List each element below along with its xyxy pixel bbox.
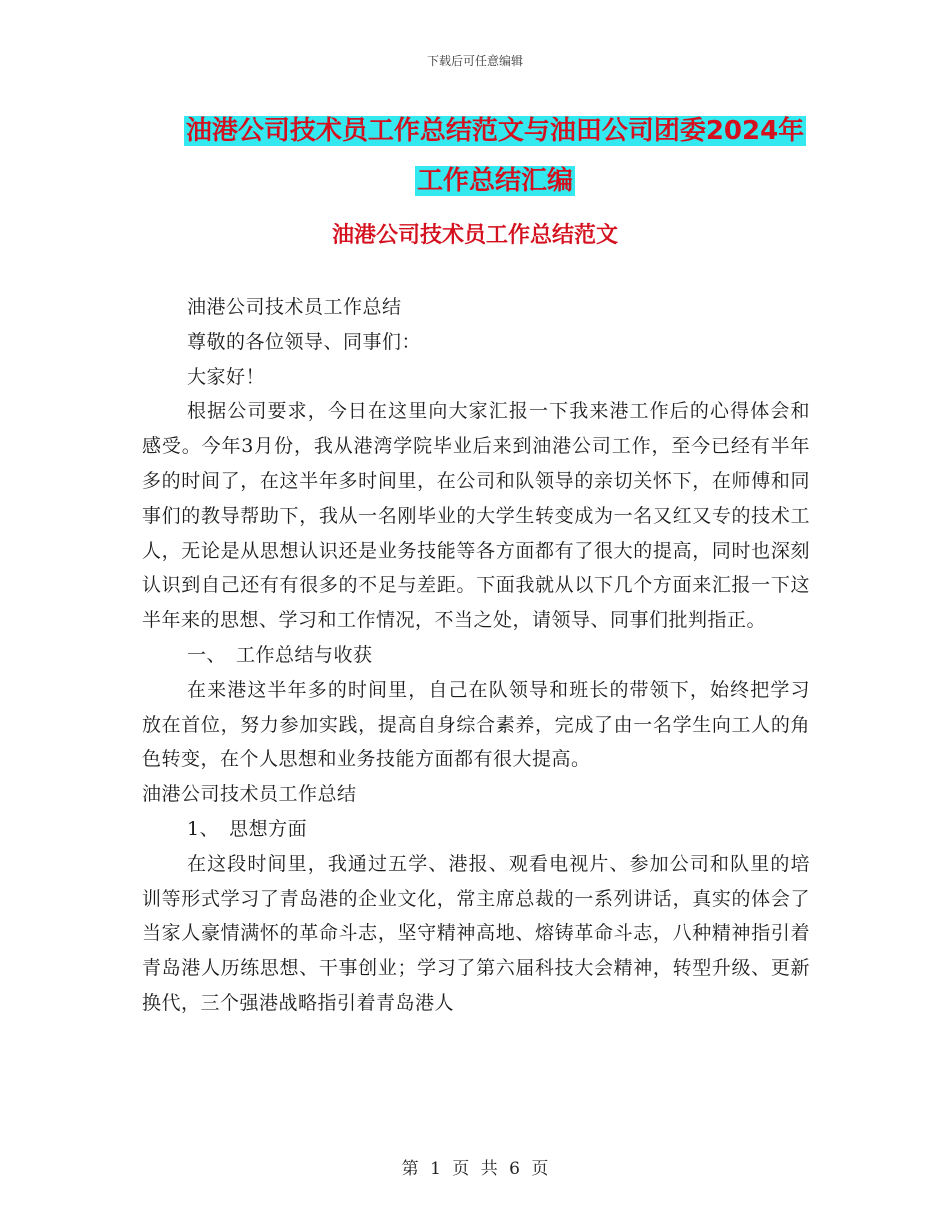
paragraph: 根据公司要求，今日在这里向大家汇报一下我来港工作后的心得体会和感受。今年3月份，我从港湾学院毕业后来到油港公司工作，至今已经有半年多的时间了，在这半年多时间里，在公司和队领导的亲切关怀下，在师傅和同事们的教导帮助下，我从一名刚毕业的大学生转变成为一名又红又专的技术工人，无论是从思想认识还是业务技能等各方面都有了很大的提高，同时也深刻认识到自己还有有很多的不足与差距。下面我就从以下几个方面来汇报一下这半年来的思想、学习和工作情况，不当之处，请领导、同事们批判指正。 — [142, 400, 810, 632]
section-title: 油港公司技术员工作总结范文 — [331, 223, 618, 248]
paragraph: 油港公司技术员工作总结 — [187, 296, 402, 318]
paragraph: 大家好！ — [187, 365, 266, 388]
document-title-line-1: 油港公司技术员工作总结范文与油田公司团委2024年 — [185, 116, 805, 146]
paragraph: 在来港这半年多的时间里，自己在队领导和班长的带领下，始终把学习放在首位，努力参加实践，提高自身综合素养，完成了由一名学生向工人的角色转变，在个人思想和业务技能方面都有很大提高。 — [142, 678, 810, 771]
paragraph: 油港公司技术员工作总结 — [142, 783, 357, 806]
paragraph: 一、 工作总结与收获 — [187, 643, 373, 666]
paragraph: 尊敬的各位领导、同事们： — [187, 330, 422, 353]
document-body — [142, 290, 810, 1021]
document-title-line-2: 工作总结汇编 — [416, 166, 573, 196]
document-title — [140, 106, 850, 206]
paragraph: 在这段时间里，我通过五学、港报、观看电视片、参加公司和队里的培训等形式学习了青岛港的企业文化，常主席总裁的一系列讲话，真实的体会了当家人豪情满怀的革命斗志，坚守精神高地、熔铸革命斗志，八种精神指引着青岛港人历练思想、干事创业；学习了第六届科技大会精神，转型升级、更新换代，三个强港战略指引着青岛港人 — [142, 852, 810, 1014]
page-footer: 第 1 页 共 6 页 — [401, 1159, 549, 1179]
header-note: 下载后可任意编辑 — [426, 54, 523, 68]
paragraph: 1、 思想方面 — [187, 817, 308, 840]
